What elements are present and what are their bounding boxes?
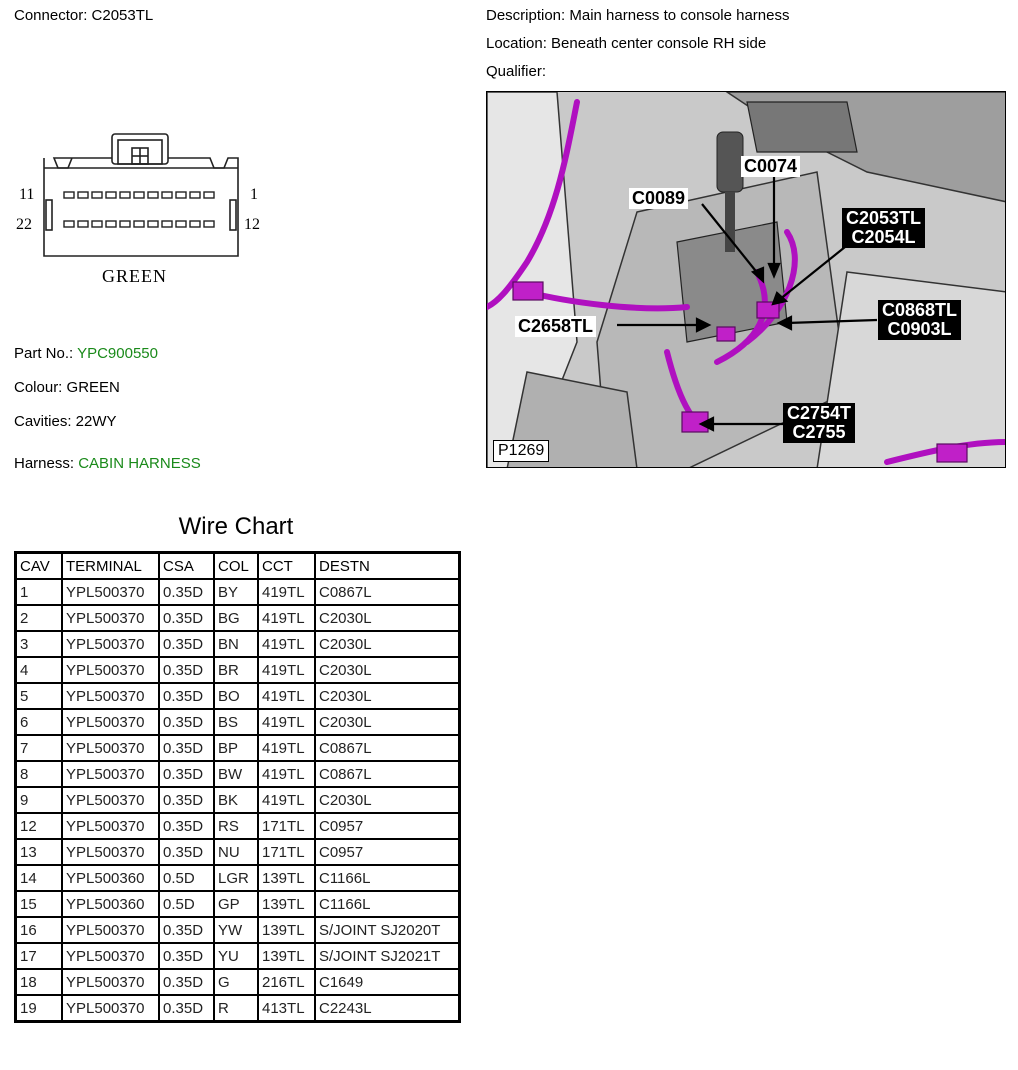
cell-cct: 139TL <box>258 943 315 969</box>
cell-destn: C1649 <box>315 969 460 995</box>
cell-cct: 419TL <box>258 735 315 761</box>
col-col: COL <box>214 553 258 580</box>
cell-destn: C0867L <box>315 761 460 787</box>
cell-col: BG <box>214 605 258 631</box>
cell-cav: 16 <box>16 917 63 943</box>
table-header-row <box>16 553 460 580</box>
cell-csa: 0.35D <box>159 917 214 943</box>
cell-terminal: YPL500370 <box>62 631 159 657</box>
cell-terminal: YPL500370 <box>62 761 159 787</box>
qualifier-label: Qualifier: <box>486 63 547 80</box>
connector-face-diagram <box>14 126 274 296</box>
cell-terminal: YPL500370 <box>62 579 159 605</box>
cell-terminal: YPL500370 <box>62 813 159 839</box>
wire-chart-title: Wire Chart <box>178 513 294 540</box>
cell-destn: C1166L <box>315 865 460 891</box>
cell-destn: C0957 <box>315 813 460 839</box>
cell-cct: 419TL <box>258 787 315 813</box>
cell-destn: C0867L <box>315 735 460 761</box>
cell-col: BW <box>214 761 258 787</box>
cell-destn: C1166L <box>315 891 460 917</box>
cell-terminal: YPL500370 <box>62 943 159 969</box>
cell-csa: 0.35D <box>159 787 214 813</box>
cell-destn: C2030L <box>315 787 460 813</box>
cell-csa: 0.35D <box>159 631 214 657</box>
table-row <box>16 787 460 813</box>
location-label: Location: Beneath center console RH side <box>486 35 767 52</box>
callout-c0868tl-c0903l <box>878 300 961 340</box>
col-csa: CSA <box>159 553 214 580</box>
cell-destn: C0867L <box>315 579 460 605</box>
cell-csa: 0.35D <box>159 995 214 1022</box>
table-row <box>16 891 460 917</box>
cell-cav: 17 <box>16 943 63 969</box>
cell-col: NU <box>214 839 258 865</box>
table-row <box>16 631 460 657</box>
pin-label-12: 12 <box>244 216 260 233</box>
cell-terminal: YPL500370 <box>62 839 159 865</box>
cell-terminal: YPL500370 <box>62 657 159 683</box>
table-row <box>16 943 460 969</box>
cell-cct: 139TL <box>258 917 315 943</box>
cell-cav: 2 <box>16 605 63 631</box>
description-label: Description: Main harness to console harness <box>486 7 790 24</box>
part-number-label: Part No.: <box>14 345 74 362</box>
cell-destn: C0957 <box>315 839 460 865</box>
location-photo <box>486 91 1006 468</box>
cell-terminal: YPL500370 <box>62 995 159 1022</box>
table-row <box>16 683 460 709</box>
cell-cav: 9 <box>16 787 63 813</box>
cell-cct: 419TL <box>258 657 315 683</box>
cell-cav: 4 <box>16 657 63 683</box>
cell-destn: C2030L <box>315 683 460 709</box>
cell-terminal: YPL500370 <box>62 787 159 813</box>
col-destn: DESTN <box>315 553 460 580</box>
cell-cct: 139TL <box>258 865 315 891</box>
cell-terminal: YPL500360 <box>62 865 159 891</box>
cell-col: BY <box>214 579 258 605</box>
col-terminal: TERMINAL <box>62 553 159 580</box>
cell-csa: 0.35D <box>159 943 214 969</box>
pin-label-11: 11 <box>19 186 35 203</box>
cell-destn: C2030L <box>315 605 460 631</box>
cell-cav: 6 <box>16 709 63 735</box>
harness <box>14 455 201 473</box>
cell-terminal: YPL500370 <box>62 735 159 761</box>
callout-c2053tl-c2054l <box>842 208 925 248</box>
cell-cav: 15 <box>16 891 63 917</box>
cell-col: YW <box>214 917 258 943</box>
table-row <box>16 657 460 683</box>
table-row <box>16 839 460 865</box>
cell-cct: 171TL <box>258 839 315 865</box>
connector-label: Connector: C2053TL <box>14 7 154 24</box>
table-row <box>16 709 460 735</box>
pin-label-22: 22 <box>16 216 32 233</box>
cell-cav: 19 <box>16 995 63 1022</box>
col-cct: CCT <box>258 553 315 580</box>
cell-col: BS <box>214 709 258 735</box>
cell-cct: 419TL <box>258 709 315 735</box>
harness-link[interactable]: CABIN HARNESS <box>78 455 201 472</box>
cell-cav: 12 <box>16 813 63 839</box>
cell-col: BO <box>214 683 258 709</box>
part-number <box>14 345 158 363</box>
cell-terminal: YPL500370 <box>62 969 159 995</box>
cell-csa: 0.35D <box>159 709 214 735</box>
table-row <box>16 969 460 995</box>
pin-label-1: 1 <box>250 186 258 203</box>
harness-label: Harness: <box>14 455 75 472</box>
cell-cav: 8 <box>16 761 63 787</box>
callout-c2754t-c2755 <box>783 403 855 443</box>
callout-c0074: C0074 <box>741 156 800 177</box>
col-cav: CAV <box>16 553 63 580</box>
cell-terminal: YPL500370 <box>62 709 159 735</box>
cell-csa: 0.5D <box>159 865 214 891</box>
cell-cct: 419TL <box>258 605 315 631</box>
photo-reference: P1269 <box>493 440 549 462</box>
cell-cav: 5 <box>16 683 63 709</box>
callout-c2755: C2755 <box>792 422 846 442</box>
cell-col: YU <box>214 943 258 969</box>
callout-c2658tl: C2658TL <box>515 316 596 337</box>
wire-chart-body <box>16 579 460 1022</box>
cell-csa: 0.35D <box>159 605 214 631</box>
cell-col: RS <box>214 813 258 839</box>
cell-destn: C2030L <box>315 631 460 657</box>
vehicle-interior-illustration <box>487 92 1006 468</box>
cell-cct: 419TL <box>258 579 315 605</box>
cell-csa: 0.5D <box>159 891 214 917</box>
callout-c0089: C0089 <box>629 188 688 209</box>
cell-cav: 3 <box>16 631 63 657</box>
callout-c2054l: C2054L <box>851 227 916 247</box>
cell-cct: 419TL <box>258 631 315 657</box>
table-row <box>16 605 460 631</box>
cell-col: LGR <box>214 865 258 891</box>
cell-cct: 171TL <box>258 813 315 839</box>
wire-chart-table <box>14 551 461 1023</box>
callout-c2754t: C2754T <box>787 403 852 423</box>
cell-csa: 0.35D <box>159 839 214 865</box>
cell-destn: C2243L <box>315 995 460 1022</box>
callout-c0903l: C0903L <box>887 319 952 339</box>
part-number-link[interactable]: YPC900550 <box>77 345 158 362</box>
table-row <box>16 995 460 1022</box>
cell-terminal: YPL500360 <box>62 891 159 917</box>
callout-c2053tl: C2053TL <box>846 208 922 228</box>
connector-color-caption: GREEN <box>102 266 167 286</box>
cell-col: R <box>214 995 258 1022</box>
cell-cct: 216TL <box>258 969 315 995</box>
cell-csa: 0.35D <box>159 735 214 761</box>
table-row <box>16 813 460 839</box>
cell-terminal: YPL500370 <box>62 605 159 631</box>
cell-csa: 0.35D <box>159 683 214 709</box>
colour-label: Colour: GREEN <box>14 379 120 396</box>
cell-cct: 139TL <box>258 891 315 917</box>
cell-csa: 0.35D <box>159 657 214 683</box>
cell-col: BP <box>214 735 258 761</box>
cell-col: G <box>214 969 258 995</box>
table-row <box>16 579 460 605</box>
cell-destn: S/JOINT SJ2021T <box>315 943 460 969</box>
cell-cav: 7 <box>16 735 63 761</box>
cell-col: BR <box>214 657 258 683</box>
cell-csa: 0.35D <box>159 579 214 605</box>
cell-destn: C2030L <box>315 709 460 735</box>
cell-destn: S/JOINT SJ2020T <box>315 917 460 943</box>
cell-destn: C2030L <box>315 657 460 683</box>
cell-cct: 419TL <box>258 761 315 787</box>
table-row <box>16 917 460 943</box>
callout-c0868tl: C0868TL <box>882 300 958 320</box>
cell-terminal: YPL500370 <box>62 683 159 709</box>
cell-terminal: YPL500370 <box>62 917 159 943</box>
cell-col: BK <box>214 787 258 813</box>
cell-csa: 0.35D <box>159 813 214 839</box>
table-row <box>16 735 460 761</box>
cell-cav: 18 <box>16 969 63 995</box>
cell-cav: 14 <box>16 865 63 891</box>
cell-cct: 413TL <box>258 995 315 1022</box>
cell-col: GP <box>214 891 258 917</box>
cell-csa: 0.35D <box>159 969 214 995</box>
table-row <box>16 761 460 787</box>
cell-col: BN <box>214 631 258 657</box>
cell-cct: 419TL <box>258 683 315 709</box>
cavities-label: Cavities: 22WY <box>14 413 117 430</box>
cell-cav: 13 <box>16 839 63 865</box>
table-row <box>16 865 460 891</box>
cell-csa: 0.35D <box>159 761 214 787</box>
cell-cav: 1 <box>16 579 63 605</box>
